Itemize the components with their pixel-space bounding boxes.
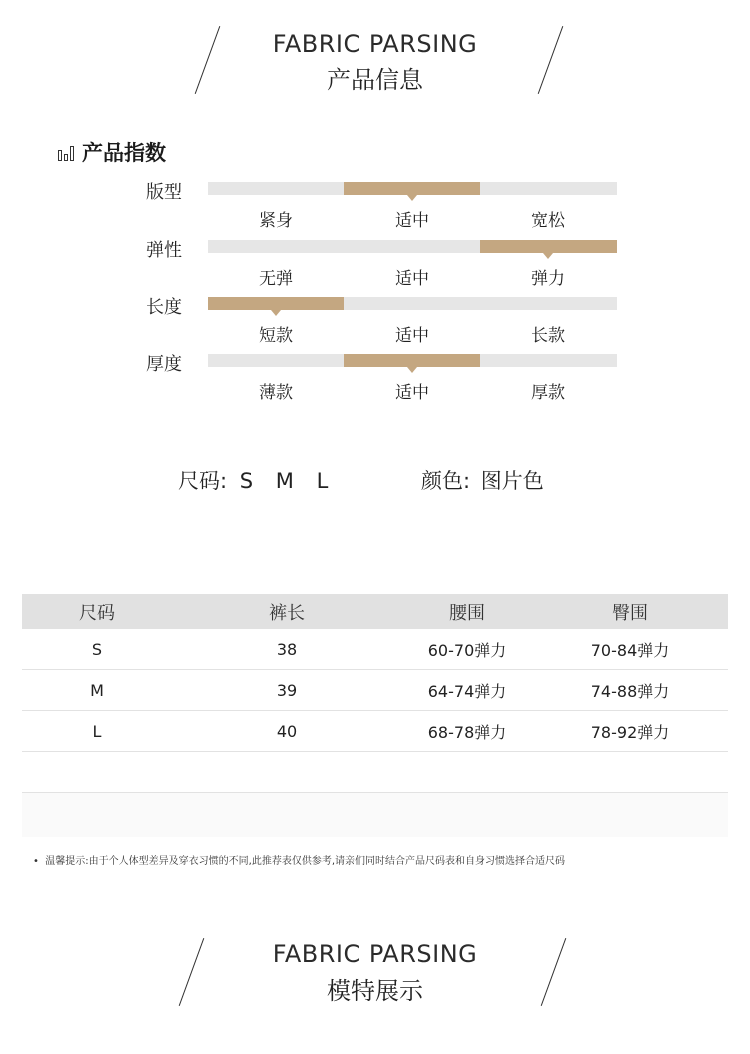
index-label-length: 长度 xyxy=(146,297,182,318)
size-tip-text: 温馨提示:由于个人体型差异及穿衣习惯的不同,此推荐表仅供参考,请亲们同时结合产品尺码表和自身习惯选择合适尺码 xyxy=(45,856,565,867)
size-label: 尺码: xyxy=(178,469,228,493)
table-row-empty xyxy=(22,793,728,837)
table-row-empty xyxy=(22,752,728,793)
table-row xyxy=(22,670,728,711)
size-tip xyxy=(33,852,565,867)
table-cell: 38 xyxy=(276,639,298,659)
product-index-heading xyxy=(58,137,166,167)
table-cell: 70-84弹力 xyxy=(590,640,670,660)
index-pointer-thickness xyxy=(407,367,417,373)
header-title-en: FABRIC PARSING xyxy=(272,940,478,968)
index-option: 薄款 xyxy=(259,383,293,403)
index-option: 适中 xyxy=(395,383,429,403)
table-row xyxy=(22,629,728,670)
bar-chart-icon xyxy=(58,144,74,161)
table-header-cell: 臀围 xyxy=(612,602,648,624)
index-marker-fit xyxy=(344,182,480,195)
table-cell: 60-70弹力 xyxy=(427,640,507,660)
index-label-elasticity: 弹性 xyxy=(146,240,182,261)
table-header-cell: 尺码 xyxy=(79,602,115,624)
table-cell: 78-92弹力 xyxy=(590,722,670,742)
table-cell: L xyxy=(92,721,102,741)
header-title-cn: 产品信息 xyxy=(327,66,423,94)
index-option: 适中 xyxy=(395,211,429,231)
index-track-thickness xyxy=(208,354,617,367)
index-option: 无弹 xyxy=(259,269,293,289)
index-track-elasticity xyxy=(208,240,617,253)
index-label-fit: 版型 xyxy=(146,182,182,203)
table-row xyxy=(22,711,728,752)
index-option: 宽松 xyxy=(531,211,565,231)
color-value: 图片色 xyxy=(480,469,544,493)
size-option: L xyxy=(316,469,329,493)
table-header-cell: 腰围 xyxy=(449,602,485,624)
size-table xyxy=(22,594,728,837)
index-track-fit xyxy=(208,182,617,195)
size-option: M xyxy=(275,469,294,493)
table-cell: S xyxy=(91,639,103,659)
table-header-cell: 裤长 xyxy=(269,602,305,624)
index-option: 紧身 xyxy=(259,211,293,231)
size-option: S xyxy=(239,469,254,493)
index-pointer-fit xyxy=(407,195,417,201)
table-cell: M xyxy=(90,680,104,700)
table-cell: 40 xyxy=(276,721,298,741)
table-cell: 68-78弹力 xyxy=(427,722,507,742)
table-header-row xyxy=(22,594,728,629)
index-track-length xyxy=(208,297,617,310)
index-marker-thickness xyxy=(344,354,480,367)
index-pointer-elasticity xyxy=(543,253,553,259)
color-info xyxy=(421,465,544,495)
index-pointer-length xyxy=(271,310,281,316)
index-option: 长款 xyxy=(531,326,565,346)
index-label-thickness: 厚度 xyxy=(146,354,182,375)
table-cell: 39 xyxy=(276,680,298,700)
index-option: 适中 xyxy=(395,269,429,289)
table-cell: 64-74弹力 xyxy=(427,681,507,701)
header-title-en: FABRIC PARSING xyxy=(272,30,478,58)
table-cell: 74-88弹力 xyxy=(590,681,670,701)
index-option: 厚款 xyxy=(531,383,565,403)
bullet-icon: • xyxy=(33,856,46,867)
color-label: 颜色: xyxy=(421,469,471,493)
header-title-cn: 模特展示 xyxy=(327,977,423,1005)
index-option: 短款 xyxy=(259,326,293,346)
index-marker-elasticity xyxy=(480,240,617,253)
product-index-title: 产品指数 xyxy=(82,141,166,165)
index-option: 适中 xyxy=(395,326,429,346)
size-info xyxy=(178,465,328,495)
index-option: 弹力 xyxy=(531,269,565,289)
index-marker-length xyxy=(208,297,344,310)
